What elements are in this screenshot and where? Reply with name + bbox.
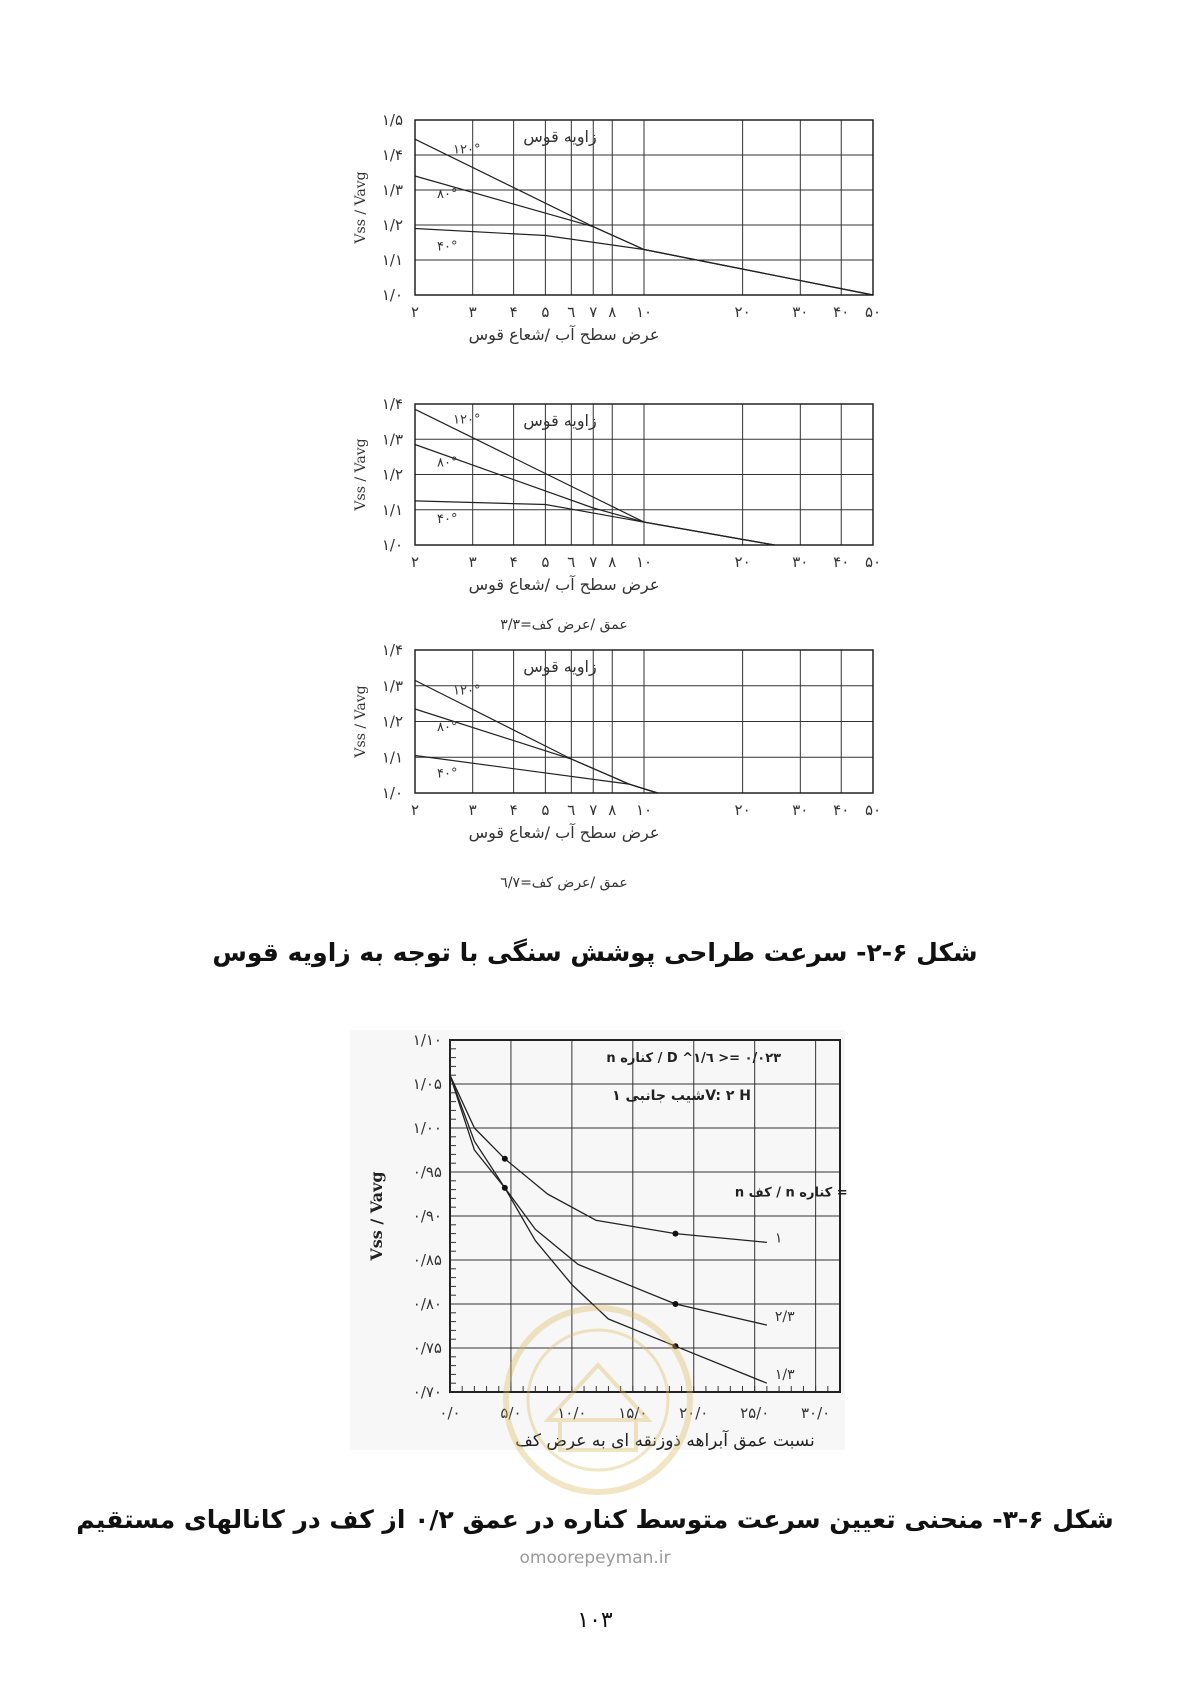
y-tick-label: ۱/۲ [381,465,403,484]
y-axis-label: Vss / Vavg [367,1171,386,1261]
x-tick-label: ۵۰ [864,303,882,321]
series-label: ۴۰° [437,511,458,527]
y-tick-label: ۱/۱ [381,500,403,519]
x-tick-label: ۲ [410,801,420,819]
x-tick-label: ۳۰ [792,801,809,819]
y-axis-label: Vss / Vavg [353,171,369,244]
log-chart-2 [353,395,881,633]
y-tick-label: ۱/۳ [381,676,403,695]
x-axis-label: نسبت عمق آبراهه ذوزنقه ای به عرض کف [515,1431,815,1451]
y-tick-label: ۱/۲ [381,216,403,234]
x-axis-label: عرض سطح آب /شعاع قوس [468,575,660,594]
bottom-figure-caption: شکل ۶-۳- منحنی تعیین سرعت متوسط کناره در عمق ۰/۲ از کف در کانالهای مستقیم [76,1505,1114,1534]
y-tick-label: ۱/۲ [381,712,403,731]
y-axis-label: Vss / Vavg [353,438,369,511]
series-label: ۸۰° [437,187,458,202]
ratio-label: n کف / n کناره = [734,1185,848,1201]
x-tick-label: ۸ [608,303,617,321]
x-tick-label: ۷ [589,303,598,321]
watermark-url: omoorepeyman.ir [519,1548,671,1568]
x-tick-label: ۵/۰ [500,1404,522,1422]
log-chart-3 [353,641,881,891]
y-tick-label: ۱/۰ [381,536,403,554]
x-tick-label: ۳۰/۰ [801,1404,831,1422]
y-tick-label: ۱/۱ [381,748,403,767]
x-tick-label: ۳ [468,553,477,571]
x-tick-label: ۴ [509,553,518,571]
x-tick-label: ۱۰ [635,303,653,321]
series-label: ۲/۳ [774,1309,795,1326]
x-tick-label: ۰/۰ [439,1404,461,1422]
legend-title: زاویه قوس [523,657,597,676]
x-tick-label: ۵ [541,553,550,571]
x-tick-label: ۵۰ [864,801,882,819]
legend-title: زاویه قوس [523,127,597,146]
x-tick-label: ۲ [410,553,420,571]
x-tick-label: ٦ [567,303,576,321]
data-point [502,1156,508,1162]
x-tick-label: ۲۰/۰ [679,1404,709,1422]
y-tick-label: ۱/۰ [381,784,403,802]
x-tick-label: ۵۰ [864,553,882,571]
y-tick-label: ۱/۰۰ [412,1119,442,1137]
x-tick-label: ۷ [589,553,598,571]
top-figure-caption: شکل ۶-۲- سرعت طراحی پوشش سنگی با توجه به زاویه قوس [212,938,978,967]
legend-title: زاویه قوس [523,411,597,430]
series-label: ۸۰° [437,719,458,735]
x-tick-label: ٦ [567,801,576,819]
y-tick-label: ۰/۸۰ [412,1295,442,1313]
x-axis-label: عرض سطح آب /شعاع قوس [468,325,660,344]
x-tick-label: ۳۰ [792,303,809,321]
x-tick-label: ۱۰ [635,801,653,819]
y-tick-label: ۱/۴ [381,395,403,413]
y-tick-label: ۱/۱۰ [412,1031,442,1049]
y-tick-label: ۰/۹۰ [412,1207,442,1225]
x-tick-label: ۲۰ [734,801,751,819]
series-label: ۸۰° [437,455,458,471]
x-tick-label: ۳ [468,801,477,819]
series-line [415,445,774,546]
x-tick-label: ۴۰ [833,303,850,321]
y-tick-label: ۰/۷۰ [412,1383,442,1401]
y-tick-label: ۱/۱ [381,251,403,269]
y-tick-label: ۱/۵ [381,111,403,129]
y-tick-label: ۱/۴ [381,641,403,659]
y-tick-label: ۰/۸۵ [412,1251,442,1269]
y-tick-label: ۱/۳ [381,430,403,449]
series-label: ۱۲۰° [453,142,481,158]
series-label: ۴۰° [437,766,458,782]
chart-subtitle: عمق /عرض کف=٦/۷ [500,875,628,891]
x-tick-label: ۴۰ [833,801,850,819]
y-tick-label: ۱/۰۵ [412,1075,442,1093]
x-tick-label: ۵ [541,303,550,321]
y-axis-label: Vss / Vavg [353,685,369,758]
data-point [502,1185,508,1191]
x-tick-label: ۱۵/۰ [618,1404,648,1422]
y-tick-label: ۱/۳ [381,181,403,199]
x-tick-label: ۲ [410,303,420,321]
series-label: ۴۰° [437,239,458,255]
y-tick-label: ۰/۷۵ [412,1339,442,1357]
x-axis-label: عرض سطح آب /شعاع قوس [468,823,660,842]
annotation-roughness: n کناره / D ^۱/٦ >= ۰/۰۲۳ [606,1051,782,1066]
x-tick-label: ۴۰ [833,553,850,571]
series-line [415,501,774,545]
chart-subtitle: عمق /عرض کف=۳/۳ [500,617,628,633]
data-point [672,1301,678,1307]
x-tick-label: ۲۵/۰ [740,1404,770,1422]
x-tick-label: ۲۰ [734,553,751,571]
y-tick-label: ۰/۹۵ [412,1163,442,1181]
x-tick-label: ۴ [509,801,518,819]
y-tick-label: ۱/۴ [381,146,403,164]
series-label: ۱۲۰° [453,683,481,699]
x-tick-label: ۵ [541,801,550,819]
x-tick-label: ۸ [608,553,617,571]
annotation-side-slope: شیب جانبی ۱V: ۲ H [612,1087,752,1104]
series-label: ۱ [774,1230,783,1247]
x-tick-label: ۱۰/۰ [557,1404,587,1422]
x-tick-label: ٦ [567,553,576,571]
log-chart-1 [353,111,881,345]
x-tick-label: ۱۰ [635,553,653,571]
x-tick-label: ۲۰ [734,303,751,321]
x-tick-label: ۷ [589,801,598,819]
x-tick-label: ۳ [468,303,477,321]
y-tick-label: ۱/۰ [381,286,403,304]
x-tick-label: ۳۰ [792,553,809,571]
x-tick-label: ۴ [509,303,518,321]
series-label: ۱۲۰° [453,412,481,428]
x-tick-label: ۸ [608,801,617,819]
page-number: ۱۰۳ [577,1608,613,1633]
series-label: ۱/۳ [774,1367,795,1384]
data-point [672,1231,678,1237]
